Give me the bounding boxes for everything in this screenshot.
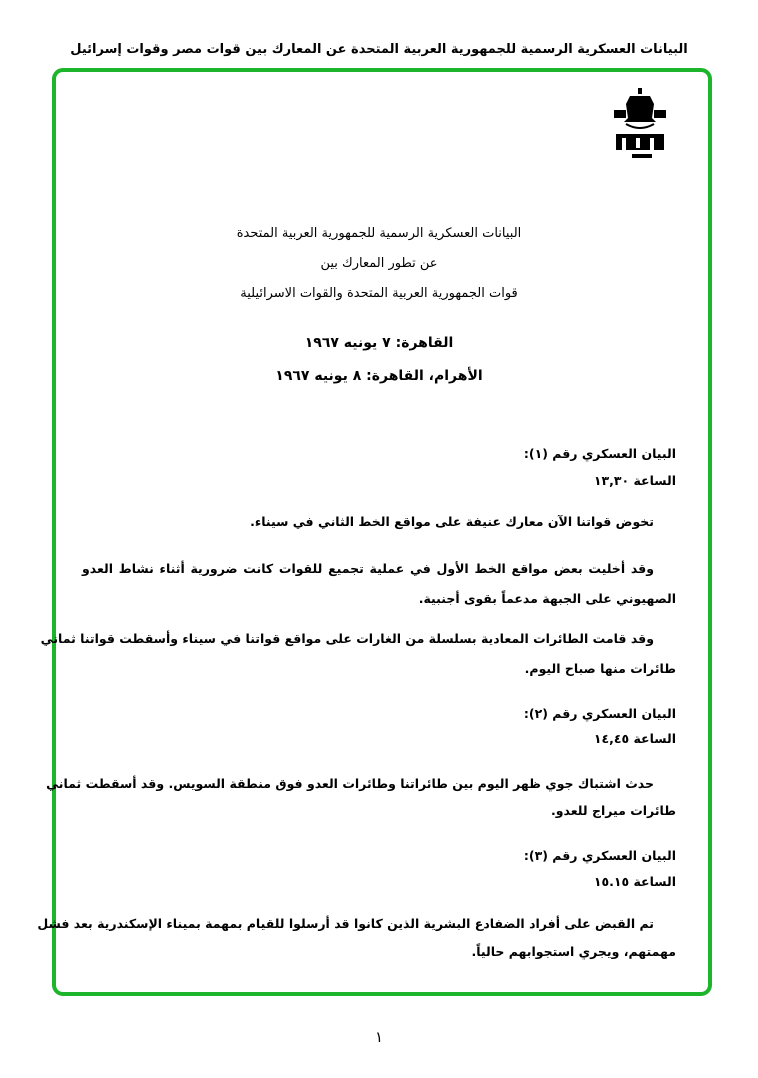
communique-2-time: الساعة ١٤,٤٥: [593, 731, 676, 746]
communique-1-paragraph-1: تخوض قواتنا الآن معارك عنيفة على مواقع الخط الثاني في سيناء.: [250, 514, 654, 529]
document-title-line-2: عن تطور المعارك بين: [320, 256, 438, 271]
crown-emblem-icon: [612, 88, 668, 162]
document-title-line-3: قوات الجمهورية العربية المتحدة والقوات الاسرائيلية: [240, 286, 518, 301]
communique-3-heading: البيان العسكري رقم (٣):: [523, 848, 676, 863]
communique-1-heading: البيان العسكري رقم (١):: [523, 446, 676, 461]
communique-3-paragraph-line-1: تم القبض على أفراد الضفادع البشرية الذين كانوا قد أرسلوا للقيام بمهمة بميناء الإسكندرية بعد فشل: [37, 916, 654, 931]
document-title-line-1: البيانات العسكرية الرسمية للجمهورية العربية المتحدة: [236, 226, 522, 241]
communique-1-paragraph-3-line-2: طائرات منها صباح اليوم.: [524, 661, 676, 676]
communique-3-paragraph-line-2: مهمتهم، ويجري استجوابهم حالياً.: [471, 944, 676, 959]
communique-1-paragraph-3-line-1: وقد قامت الطائرات المعادية بسلسلة من الغارات على مواقع قواتنا في سيناء وأسقطت قواتنا ثماني: [40, 631, 654, 646]
communique-2-paragraph-line-2: طائرات ميراج للعدو.: [551, 803, 676, 818]
date-line-1: القاهرة: ٧ يونيه ١٩٦٧: [304, 335, 454, 351]
communique-2-paragraph-line-1: حدث اشتباك جوي ظهر اليوم بين طائراتنا وطائرات العدو فوق منطقة السويس. وقد أسقطت ثماني: [46, 776, 654, 791]
communique-2-heading: البيان العسكري رقم (٢):: [523, 706, 676, 721]
running-header: البيانات العسكرية الرسمية للجمهورية العربية المتحدة عن المعارك بين قوات مصر وقوات إسرائيل: [70, 42, 688, 57]
communique-1-paragraph-2-line-1: وقد أخليت بعض مواقع الخط الأول في عملية تجميع للقوات كانت ضرورية أثناء نشاط العدو: [82, 561, 654, 576]
page-number: ١: [374, 1028, 384, 1046]
communique-1-paragraph-2-line-2: الصهيوني على الجبهة مدعماً بقوى أجنبية.: [418, 591, 676, 606]
date-line-2: الأهرام، القاهرة: ٨ يونيه ١٩٦٧: [275, 368, 483, 384]
communique-3-time: الساعة ١٥.١٥: [593, 874, 676, 889]
communique-1-time: الساعة ١٣,٣٠: [593, 473, 676, 488]
